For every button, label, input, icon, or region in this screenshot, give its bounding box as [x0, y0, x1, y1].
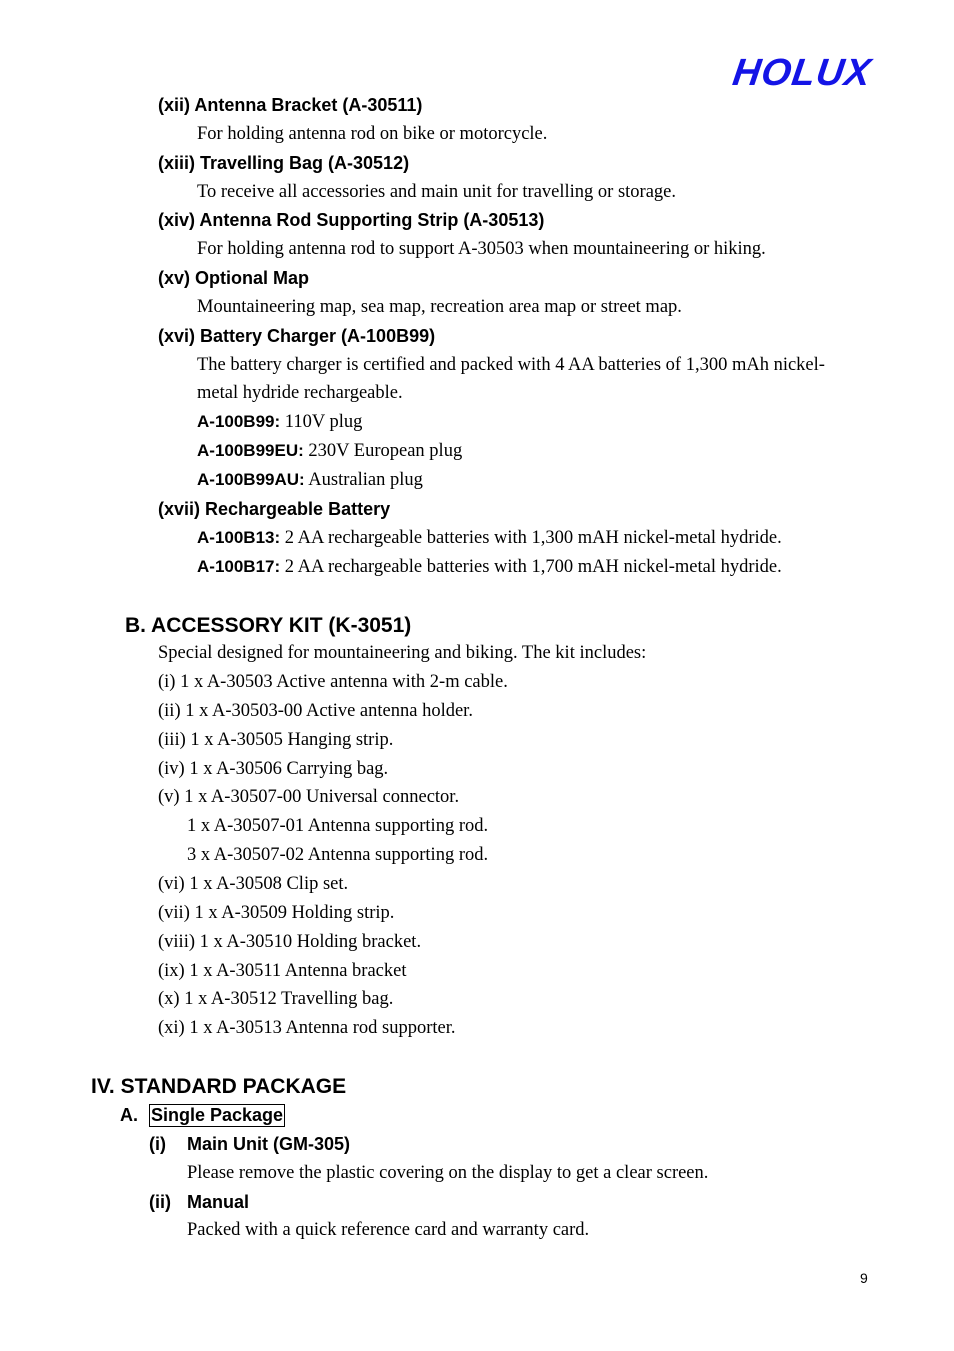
kit-item: (viii) 1 x A-30510 Holding bracket. [158, 932, 422, 952]
kit-heading: B. ACCESSORY KIT (K-3051) [125, 614, 412, 637]
kit-item: (x) 1 x A-30512 Travelling bag. [158, 989, 394, 1009]
model-desc: 2 AA rechargeable batteries with 1,300 mAH nickel-metal hydride. [280, 528, 782, 548]
kit-item: (vi) 1 x A-30508 Clip set. [158, 874, 349, 894]
model-desc: 230V European plug [303, 441, 463, 461]
accessory-heading-xv: (xv) Optional Map [158, 268, 310, 288]
kit-item: (ix) 1 x A-30511 Antenna bracket [158, 961, 407, 981]
kit-item: (xi) 1 x A-30513 Antenna rod supporter. [158, 1018, 456, 1038]
holux-logo: HOLUX [730, 52, 875, 94]
model-code: A-100B99AU: [197, 470, 305, 489]
charger-model-row [197, 412, 362, 433]
standard-item-title: Manual [187, 1192, 250, 1212]
standard-item-num: (i) [149, 1134, 166, 1154]
kit-intro: Special designed for mountaineering and biking. The kit includes: [158, 643, 647, 663]
charger-desc-line1: The battery charger is certified and packed with 4 AA batteries of 1,300 mAh nickel- [197, 355, 825, 375]
accessory-heading-xiv: (xiv) Antenna Rod Supporting Strip (A-30513) [158, 210, 545, 230]
kit-item: (iv) 1 x A-30506 Carrying bag. [158, 759, 389, 779]
single-package-title: Single Package [151, 1105, 284, 1125]
standard-item-title: Main Unit (GM-305) [187, 1134, 351, 1154]
accessory-heading-xiii: (xiii) Travelling Bag (A-30512) [158, 153, 410, 173]
charger-model-row [197, 470, 423, 491]
accessory-heading-xii: (xii) Antenna Bracket (A-30511) [158, 95, 423, 115]
charger-model-row [197, 441, 462, 462]
model-desc: 2 AA rechargeable batteries with 1,700 mAH nickel-metal hydride. [280, 557, 782, 577]
accessory-desc-xiv: For holding antenna rod to support A-30503 when mountaineering or hiking. [197, 239, 766, 259]
model-code: A-100B13: [197, 528, 281, 547]
standard-item-desc: Packed with a quick reference card and warranty card. [187, 1220, 590, 1240]
page-number: 9 [860, 1270, 868, 1286]
kit-item: (ii) 1 x A-30503-00 Active antenna holder. [158, 701, 473, 721]
kit-item: (v) 1 x A-30507-00 Universal connector. [158, 787, 460, 807]
model-code: A-100B99EU: [197, 441, 304, 460]
charger-heading: (xvi) Battery Charger (A-100B99) [158, 326, 436, 346]
battery-heading: (xvii) Rechargeable Battery [158, 499, 391, 519]
charger-desc-line2: metal hydride rechargeable. [197, 383, 403, 403]
accessory-desc-xiii: To receive all accessories and main unit for travelling or storage. [197, 182, 677, 202]
standard-item-desc: Please remove the plastic covering on the display to get a clear screen. [187, 1163, 709, 1183]
standard-heading: IV. STANDARD PACKAGE [91, 1075, 347, 1098]
standard-item-num: (ii) [149, 1192, 171, 1212]
kit-item: (vii) 1 x A-30509 Holding strip. [158, 903, 395, 923]
model-desc: Australian plug [304, 470, 423, 490]
battery-model-row [197, 557, 782, 578]
model-code: A-100B17: [197, 557, 281, 576]
kit-item: 3 x A-30507-02 Antenna supporting rod. [187, 845, 489, 865]
kit-item: 1 x A-30507-01 Antenna supporting rod. [187, 816, 489, 836]
model-code: A-100B99: [197, 412, 281, 431]
battery-model-row [197, 528, 782, 549]
accessory-desc-xii: For holding antenna rod on bike or motorcycle. [197, 124, 548, 144]
model-desc: 110V plug [280, 412, 363, 432]
kit-item: (iii) 1 x A-30505 Hanging strip. [158, 730, 394, 750]
kit-item: (i) 1 x A-30503 Active antenna with 2-m cable. [158, 672, 508, 692]
accessory-desc-xv: Mountaineering map, sea map, recreation area map or street map. [197, 297, 682, 317]
single-package-label: A. [120, 1105, 138, 1125]
